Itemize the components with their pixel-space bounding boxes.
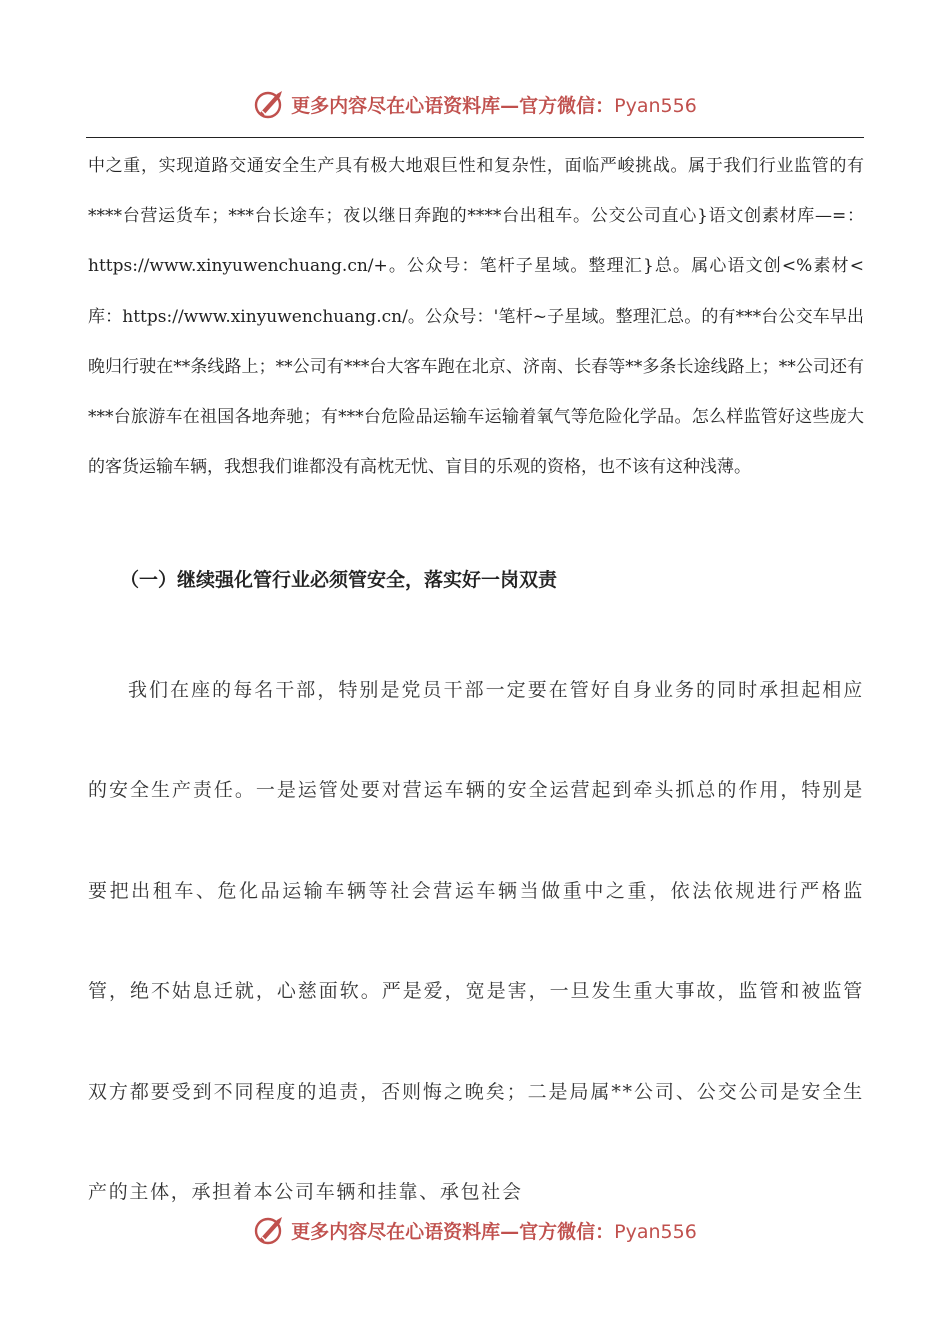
pen-nib-icon [253,87,287,121]
wechat-id: Pyan556 [614,94,697,117]
banner-text: 更多内容尽在心语资料库—官方微信：Pyan556 [291,94,697,117]
wechat-id: Pyan556 [614,1220,697,1243]
body-paragraph-1: 中之重，实现道路交通安全生产具有极大地艰巨性和复杂性，面临严峻挑战。属于我们行业监管的有****台营运货车；***台长途车；夜以继日奔跑的****台出租车。公交公司直心}语文创素材库—=：https://www.xinyuwenchuang.cn/+。公众号：笔杆子星域。整理汇}总。属心语文创<%素材<库：https://www.xinyuwenchuang.cn/。公众号：'笔杆~子星域。整理汇总。的有***台公交车早出晚归行驶在**条线路上；**公司有***台大客车跑在北京、济南、长春等**多条长途线路上；**公司还有***台旅游车在祖国各地奔驰；有***台危险品运输车运输着氧气等危险化学品。怎么样监管好这些庞大的客货运输车辆，我想我们谁都没有高枕无忧、盲目的乐观的资格，也不该有这种浅薄。 [88,156,864,478]
footer-watermark-banner [0,1210,950,1250]
header-divider [86,137,864,138]
banner-text: 更多内容尽在心语资料库—官方微信：Pyan556 [291,1220,697,1243]
section-heading: （一）继续强化管行业必须管安全，落实好一岗双责 [120,569,558,591]
pen-nib-icon [253,1213,287,1247]
body-paragraph-2: 我们在座的每名干部，特别是党员干部一定要在管好自身业务的同时承担起相应的安全生产责任。一是运管处要对营运车辆的安全运营起到牵头抓总的作用，特别是要把出租车、危化品运输车辆等社会营运车辆当做重中之重，依法依规进行严格监管，绝不姑息迁就，心慈面软。严是爱，宽是害，一旦发生重大事故，监管和被监管双方都要受到不同程度的追责，否则悔之晚矣；二是局属**公司、公交公司是安全生产的主体，承担着本公司车辆和挂靠、承包社会 [88,679,864,1204]
header-watermark-banner [0,84,950,124]
